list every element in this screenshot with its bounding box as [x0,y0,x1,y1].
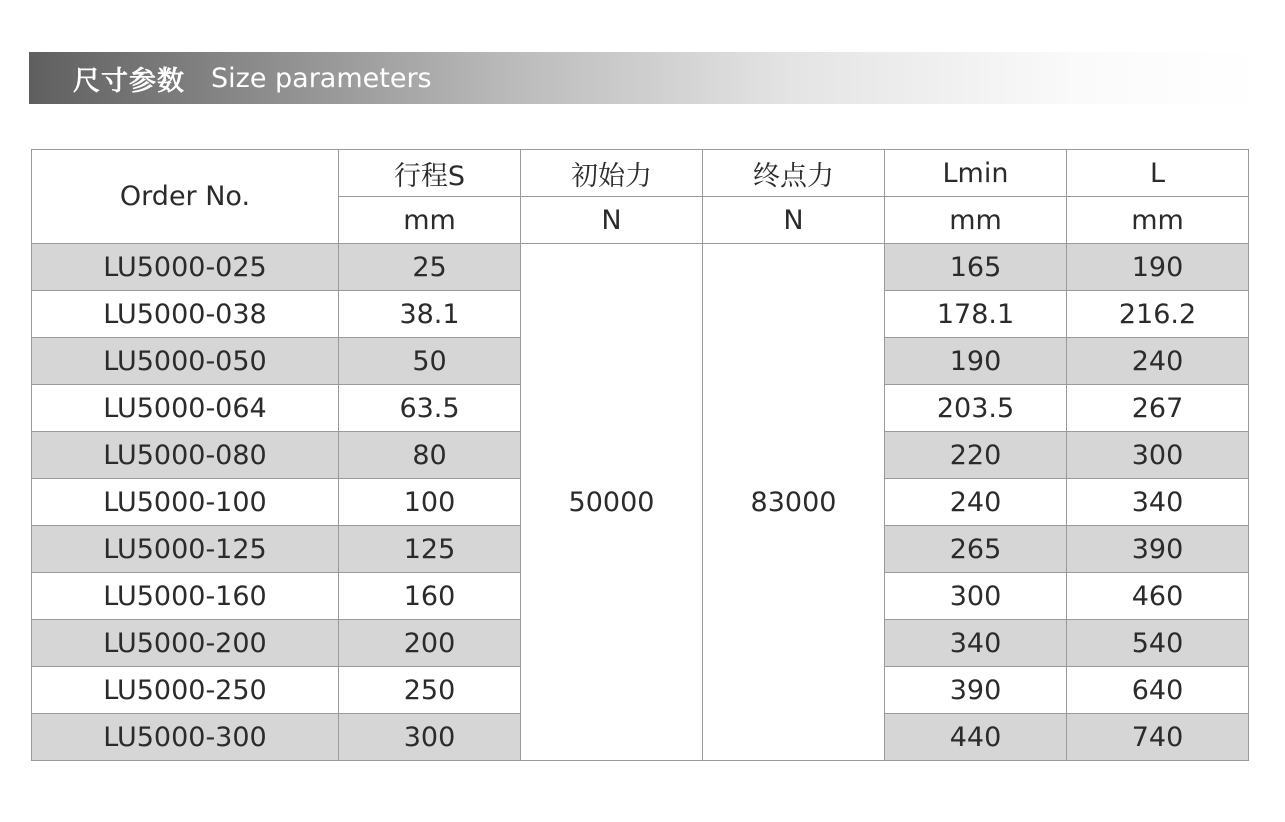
l-cell: 340 [1067,479,1249,526]
l-cell: 460 [1067,573,1249,620]
stroke-cell: 160 [339,573,521,620]
initial-force-cell: 50000 [521,244,703,761]
l-cell: 267 [1067,385,1249,432]
order-no-cell: LU5000-064 [32,385,339,432]
l-cell: 390 [1067,526,1249,573]
lmin-cell: 240 [885,479,1067,526]
order-no-cell: LU5000-200 [32,620,339,667]
lmin-cell: 440 [885,714,1067,761]
l-cell: 640 [1067,667,1249,714]
unit-lmin: mm [885,197,1067,244]
order-no-cell: LU5000-160 [32,573,339,620]
lmin-cell: 300 [885,573,1067,620]
order-no-cell: LU5000-250 [32,667,339,714]
stroke-cell: 38.1 [339,291,521,338]
lmin-cell: 220 [885,432,1067,479]
order-no-cell: LU5000-038 [32,291,339,338]
header-row [32,150,1249,197]
section-title-bar [29,52,1259,104]
lmin-cell: 203.5 [885,385,1067,432]
order-no-cell: LU5000-025 [32,244,339,291]
stroke-cell: 300 [339,714,521,761]
lmin-cell: 190 [885,338,1067,385]
unit-initial-force: N [521,197,703,244]
stroke-cell: 125 [339,526,521,573]
header-lmin: Lmin [885,150,1067,197]
l-cell: 300 [1067,432,1249,479]
size-parameters-table [31,149,1249,761]
l-cell: 190 [1067,244,1249,291]
l-cell: 540 [1067,620,1249,667]
section-title-en: Size parameters [211,62,432,94]
lmin-cell: 390 [885,667,1067,714]
header-l: L [1067,150,1249,197]
unit-stroke: mm [339,197,521,244]
table-row [32,244,1249,291]
stroke-cell: 63.5 [339,385,521,432]
l-cell: 740 [1067,714,1249,761]
order-no-cell: LU5000-100 [32,479,339,526]
stroke-cell: 80 [339,432,521,479]
order-no-cell: LU5000-050 [32,338,339,385]
order-no-cell: LU5000-080 [32,432,339,479]
section-title-cn: 尺寸参数 [73,65,185,97]
order-no-cell: LU5000-300 [32,714,339,761]
header-initial-force: 初始力 [521,150,703,197]
unit-l: mm [1067,197,1249,244]
stroke-cell: 250 [339,667,521,714]
header-end-force: 终点力 [703,150,885,197]
header-stroke: 行程S [339,150,521,197]
stroke-cell: 25 [339,244,521,291]
lmin-cell: 165 [885,244,1067,291]
table-body [32,150,1249,761]
stroke-cell: 200 [339,620,521,667]
l-cell: 240 [1067,338,1249,385]
lmin-cell: 265 [885,526,1067,573]
stroke-cell: 50 [339,338,521,385]
end-force-cell: 83000 [703,244,885,761]
lmin-cell: 340 [885,620,1067,667]
l-cell: 216.2 [1067,291,1249,338]
stroke-cell: 100 [339,479,521,526]
header-order-no: Order No. [32,150,339,244]
order-no-cell: LU5000-125 [32,526,339,573]
lmin-cell: 178.1 [885,291,1067,338]
unit-end-force: N [703,197,885,244]
